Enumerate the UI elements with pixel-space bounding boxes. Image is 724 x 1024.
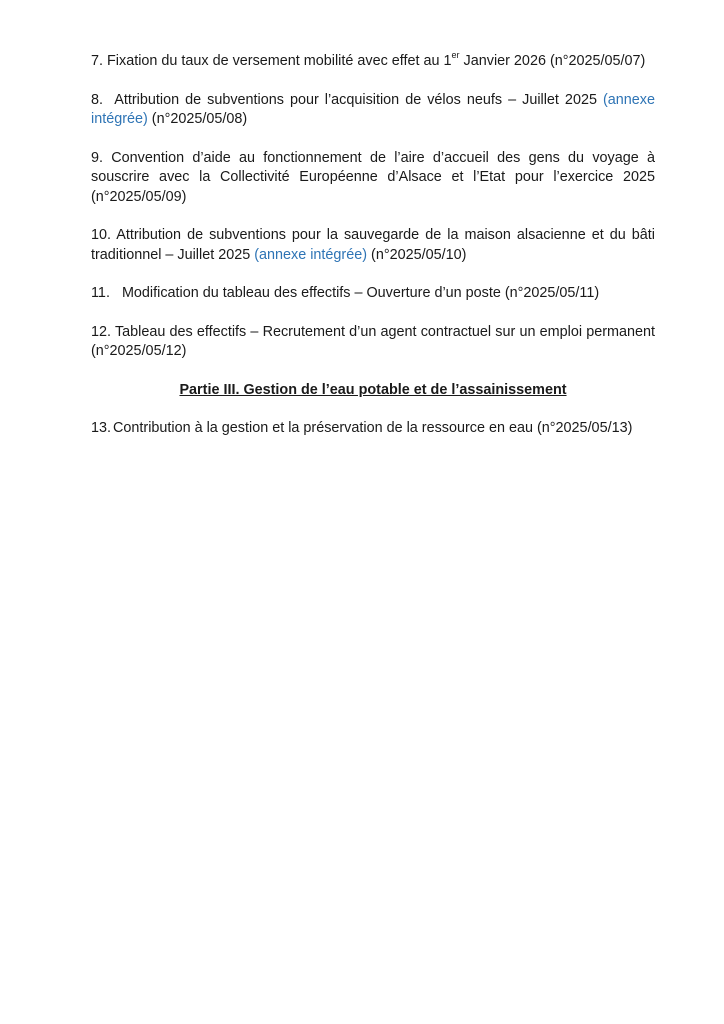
item-number: 7. xyxy=(91,53,104,69)
item-text: Modification du tableau des effectifs – Ouverture d’un poste xyxy=(121,285,501,301)
agenda-item-9 xyxy=(91,149,655,208)
agenda-item-8 xyxy=(91,91,655,130)
item-number: 8. xyxy=(91,91,104,108)
annex-link[interactable]: (annexe intégrée) xyxy=(254,246,368,263)
item-number: 11. xyxy=(91,285,110,301)
item-reference: (n°2025/05/07) xyxy=(549,53,646,69)
item-reference: (n°2025/05/08) xyxy=(151,111,248,127)
item-reference: (n°2025/05/10) xyxy=(371,246,467,263)
item-reference: (n°2025/05/11) xyxy=(504,285,600,301)
item-reference: (n°2025/05/09) xyxy=(91,188,187,205)
agenda-item-7 xyxy=(91,52,655,72)
item-text: Attribution de subventions pour l’acquisition de vélos neufs – Juillet 2025 xyxy=(114,91,597,108)
item-text: Convention d’aide au fonctionnement de l’aire d’accueil des gens du voyage à souscrire avec la Collectivité Européenne d’Alsace et l’Etat pour l’exercice 2025 xyxy=(91,149,655,185)
item-text: Tableau des effectifs – Recrutement d’un agent contractuel sur un emploi permanent xyxy=(114,323,655,340)
item-number: 10. xyxy=(91,227,112,243)
agenda-item-13 xyxy=(91,419,655,439)
agenda-item-12 xyxy=(91,323,655,362)
item-text: Fixation du taux de versement mobilité avec effet au 1 xyxy=(107,53,452,69)
ordinal-superscript: er xyxy=(451,50,460,61)
agenda-item-11 xyxy=(91,284,655,304)
item-number: 13. xyxy=(91,420,112,436)
item-text: Contribution à la gestion et la préservation de la ressource en eau xyxy=(113,420,533,436)
item-reference: (n°2025/05/12) xyxy=(91,343,187,359)
section-heading: Partie III. Gestion de l’eau potable et de l’assainissement xyxy=(179,381,567,398)
agenda-item-10 xyxy=(91,226,655,265)
item-number: 9. xyxy=(91,149,104,166)
item-text: Attribution de subventions pour la sauvegarde de la maison alsacienne et du bâti traditionnel – Juillet 2025 xyxy=(91,227,655,263)
item-text-continued: Janvier 2026 xyxy=(459,53,546,69)
item-reference: (n°2025/05/13) xyxy=(537,420,633,436)
annex-link[interactable]: (annexe intégrée) xyxy=(91,91,655,127)
agenda-list xyxy=(91,52,655,458)
item-number: 12. xyxy=(91,323,112,340)
